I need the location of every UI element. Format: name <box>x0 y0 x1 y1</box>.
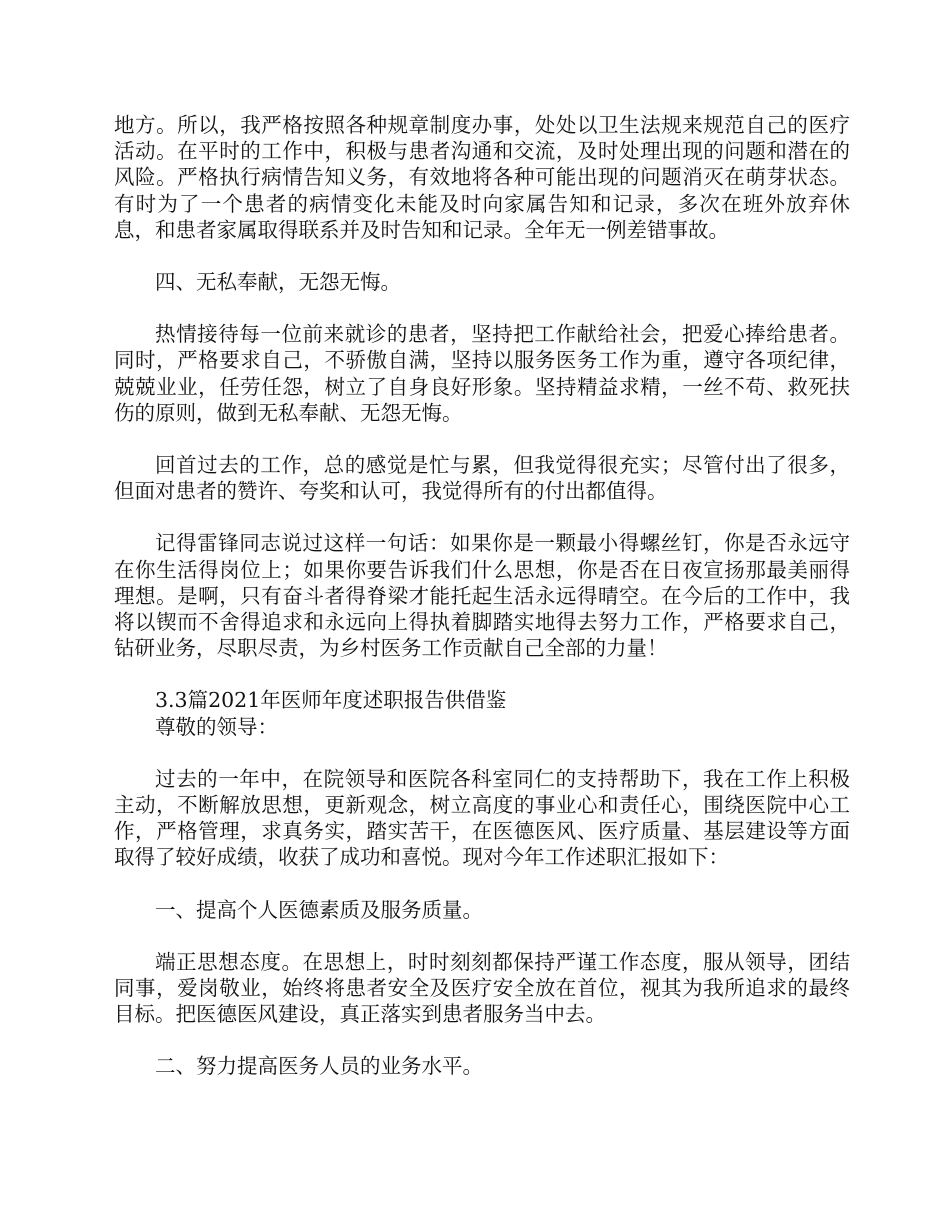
paragraph-attitude: 端正思想态度。在思想上，时时刻刻都保持严谨工作态度，服从领导，团结同事，爱岗敬业，始终将患者安全及医疗安全放在首位，视其为我所追求的最终目标。把医德医风建设，真正落实到患者服务当中去。 <box>114 949 850 1027</box>
document-page <box>114 112 850 1080</box>
paragraph-introduction: 过去的一年中，在院领导和医院各科室同仁的支持帮助下，我在工作上积极主动，不断解放思想，更新观念，树立高度的事业心和责任心，围绕医院中心工作，严格管理，求真务实，踏实苦干，在医德医风、医疗质量、基层建设等方面取得了较好成绩，收获了成功和喜悦。现对今年工作述职汇报如下： <box>114 766 850 870</box>
paragraph-gap <box>114 426 850 452</box>
paragraph-gap <box>114 504 850 530</box>
heading-selfless-dedication: 四、无私奉献，无怨无悔。 <box>155 270 401 295</box>
paragraph-lei-feng-quote: 记得雷锋同志说过这样一句话：如果你是一颗最小得螺丝钉，你是否永远守在你生活得岗位上；如果你要告诉我们什么思想，你是否在日夜宣扬那最美丽得理想。是啊，只有奋斗者得脊梁才能托起生活永远得晴空。在今后的工作中，我将以锲而不舍得追求和永远向上得执着脚踏实地得去努力工作，严格要求自己，钻研业务，尽职尽责，为乡村医务工作贡献自己全部的力量！ <box>114 531 850 661</box>
paragraph-regulations: 地方。所以，我严格按照各种规章制度办事，处处以卫生法规来规范自己的医疗活动。在平时的工作中，积极与患者沟通和交流，及时处理出现的问题和潜在的风险。严格执行病情告知义务，有效地将各种可能出现的问题消灭在萌芽状态。有时为了一个患者的病情变化未能及时向家属告知和记录，多次在班外放弃休息，和患者家属取得联系并及时告知和记录。全年无一例差错事故。 <box>114 113 850 242</box>
paragraph-gap <box>114 1027 850 1053</box>
paragraph-reflection: 回首过去的工作，总的感觉是忙与累，但我觉得很充实；尽管付出了很多，但面对患者的赞许、夸奖和认可，我觉得所有的付出都值得。 <box>114 453 850 504</box>
paragraph-gap <box>114 740 850 766</box>
salutation: 尊敬的领导： <box>155 714 278 739</box>
section-title: 3.3篇2021年医师年度述职报告供借鉴 <box>155 688 507 713</box>
paragraph-gap <box>114 871 850 897</box>
paragraph-gap <box>114 661 850 687</box>
paragraph-gap <box>114 923 850 949</box>
heading-professional-level: 二、努力提高医务人员的业务水平。 <box>155 1054 483 1079</box>
heading-medical-ethics: 一、提高个人医德素质及服务质量。 <box>155 897 483 922</box>
paragraph-patient-care: 热情接待每一位前来就诊的患者，坚持把工作献给社会，把爱心捧给患者。同时，严格要求自己，不骄傲自满，坚持以服务医务工作为重，遵守各项纪律，兢兢业业，任劳任怨，树立了自身良好形象。坚持精益求精，一丝不苟、救死扶伤的原则，做到无私奉献、无怨无悔。 <box>114 322 850 425</box>
paragraph-gap <box>114 295 850 321</box>
paragraph-gap <box>114 243 850 269</box>
